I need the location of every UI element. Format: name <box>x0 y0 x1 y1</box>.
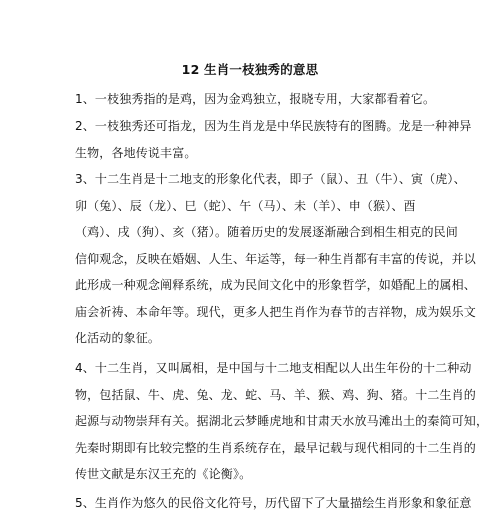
paragraph-1 <box>75 86 435 113</box>
text-line: 4、十二生肖，又叫属相，是中国与十二地支相配以人出生年份的十二种动 <box>75 361 472 375</box>
text-line: （鸡）、戌（狗）、亥（猪）。随着历史的发展逐渐融合到相生相克的民间 <box>75 225 458 239</box>
document-title: 12 生肖一枝独秀的意思 <box>181 62 319 77</box>
text-line: 庙会祈祷、本命年等。现代，更多人把生肖作为春节的吉祥物，成为娱乐文 <box>75 304 476 319</box>
text-line: 生物，各地传说丰富。 <box>75 145 197 160</box>
text-line: 传世文献是东汉王充的《论衡》。 <box>75 467 252 481</box>
text-line: 此形成一种观念阐释系统，成为民间文化中的形象哲学，如婚配上的属相、 <box>75 278 476 292</box>
text-line: 3、十二生肖是十二地支的形象化代表，即子（鼠）、丑（牛）、寅（虎）、 <box>75 172 466 186</box>
text-line: 起源与动物崇拜有关。据湖北云梦睡虎地和甘肃天水放马滩出土的秦简可知， <box>75 414 489 428</box>
paragraph-2 <box>75 113 472 166</box>
text-line: 信仰观念，反映在婚姻、人生、年运等，每一种生肖都有丰富的传说，并以 <box>75 251 476 266</box>
text-line: 5、生肖作为悠久的民俗文化符号，历代留下了大量描绘生肖形象和象征意 <box>75 496 472 510</box>
text-line: 化活动的象征。 <box>75 331 161 345</box>
text-line: 2、一枝独秀还可指龙，因为生肖龙是中华民族特有的图腾。龙是一种神异 <box>75 119 472 133</box>
text-line: 物，包括鼠、牛、虎、兔、龙、蛇、马、羊、猴、鸡、狗、猪。十二生肖的 <box>75 387 476 402</box>
text-line: 1、一枝独秀指的是鸡，因为金鸡独立，报晓专用，大家都看着它。 <box>75 92 436 106</box>
text-line: 卯（兔）、辰（龙）、巳（蛇）、午（马）、未（羊）、申（猴）、酉 <box>75 198 416 213</box>
paragraph-3 <box>75 166 476 352</box>
paragraph-4 <box>75 355 489 488</box>
text-line: 先秦时期即有比较完整的生肖系统存在，最早记载与现代相同的十二生肖的 <box>75 440 476 455</box>
paragraph-5 <box>75 490 472 517</box>
